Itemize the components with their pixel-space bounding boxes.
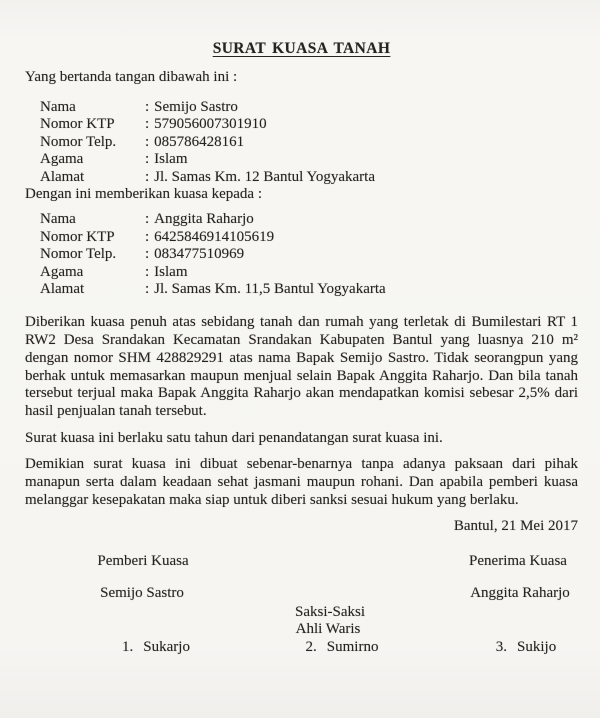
grantee-role-label: Penerima Kuasa [469,552,567,569]
field-value: 083477510969 [154,246,245,263]
field-value: Islam [154,263,188,280]
witness-name: Sumirno [326,638,379,655]
field-separator: : [145,99,150,115]
field-separator: : [145,263,150,280]
field-row-grantor-nama [25,99,578,116]
body-paragraph-2: Surat kuasa ini berlaku satu tahun dari penandatangan surat kuasa ini. [25,429,443,446]
field-label: Nomor KTP [40,228,115,245]
witness-number: 2. [305,638,317,655]
grantor-role-label: Pemberi Kuasa [97,552,189,569]
field-value: 085786428161 [154,133,245,150]
field-row-grantee-ktp [25,229,578,246]
signature-block [25,551,578,691]
witness-number: 1. [122,638,134,655]
field-label: Alamat [40,168,85,185]
field-separator: : [145,133,150,150]
field-value: Semijo Sastro [154,99,238,115]
field-label: Nomor Telp. [40,133,117,150]
witness-name: Sukarjo [143,638,190,655]
body-paragraph-3: Demikian surat kuasa ini dibuat sebenar-benarnya tanpa adanya paksaan dari pihak manapun serta dalam keadaan sehat jasmani maupun rohani. Dan apabila pemberi kuasa melanggar kesepakatan maka siap untuk diberi sanksi sesuai hukum yang berlaku. [25,456,578,508]
field-value: Islam [154,151,188,168]
field-label: Nomor KTP [40,116,115,133]
grantee-signature-name: Anggita Raharjo [470,584,570,601]
field-separator: : [145,228,150,245]
field-separator: : [145,211,150,228]
field-label: Nomor Telp. [40,246,117,263]
field-separator: : [145,246,150,263]
field-separator: : [145,116,150,133]
field-row-grantee-agama [25,264,578,281]
field-value: Jl. Samas Km. 12 Bantul Yogyakarta [154,168,375,185]
date-line: Bantul, 21 Mei 2017 [453,517,578,534]
field-label: Nama [40,211,76,228]
field-row-grantor-telp [25,134,578,151]
field-label: Agama [40,263,84,280]
field-separator: : [145,151,150,168]
body-paragraph-1: Diberikan kuasa penuh atas sebidang tanah dan rumah yang terletak di Bumilestari RT 1 RW2 Desa Srandakan Kecamatan Srandakan Kabupaten Bantul yang luasnya 210 m² dengan nomor SHM 428829291 atas nama Bapak Semijo Sastro. Tidak seorangpun yang berhak untuk memasarkan maupun menjual selain Bapak Anggita Raharjo. Dan bila tanah tersebut terjual maka Bapak Anggita Raharjo akan mendapatkan komisi sebesar 2,5% dari hasil penjualan tanah tersebut. [25,314,578,419]
field-row-grantee-telp [25,246,578,263]
field-row-grantor-ktp [25,116,578,133]
witness-number: 3. [495,638,508,655]
field-value: 6425846914105619 [154,228,275,245]
field-value: 579056007301910 [154,116,267,133]
field-separator: : [145,168,150,185]
field-separator: : [145,281,150,298]
field-value: Jl. Samas Km. 11,5 Bantul Yogyakarta [154,281,386,298]
witness-name: Sukijo [517,638,557,655]
grantor-fields [25,99,578,186]
field-row-grantor-alamat [25,169,578,186]
witnesses-heading: Saksi-Saksi [294,603,366,620]
field-label: Nama [40,99,76,115]
witness-item-1 [122,639,190,655]
field-row-grantor-agama [25,151,578,168]
grantee-fields [25,211,578,298]
field-row-grantee-nama [25,211,578,228]
opening-line: Yang bertanda tangan dibawah ini : [25,69,238,85]
grant-line: Dengan ini memberikan kuasa kepada : [25,186,262,203]
document-title: SURAT KUASA TANAH [212,40,391,57]
field-label: Agama [40,151,84,168]
witness-item-3 [496,639,556,655]
field-row-grantee-alamat [25,281,578,298]
field-value: Anggita Raharjo [154,211,254,228]
witness-item-2 [306,639,379,655]
field-label: Alamat [40,281,85,298]
grantor-signature-name: Semijo Sastro [100,584,184,601]
witnesses-subheading: Ahli Waris [295,620,361,637]
